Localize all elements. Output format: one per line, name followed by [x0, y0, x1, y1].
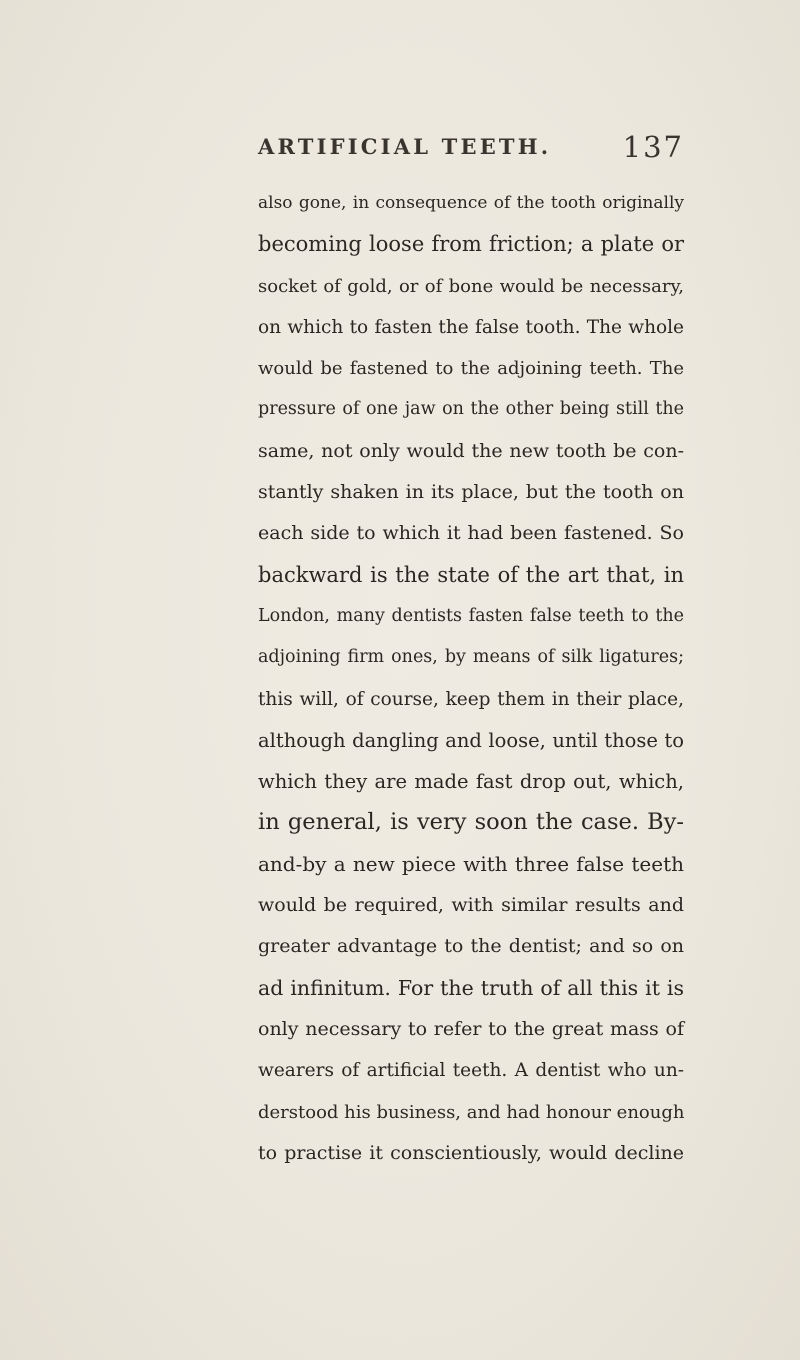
- text-line: only necessary to refer to the great mass of: [258, 1017, 684, 1040]
- text-line: on which to fasten the false tooth. The whole: [258, 316, 684, 338]
- text-line: wearers of artificial teeth. A dentist who un-: [258, 1060, 684, 1082]
- text-line: and-by a new piece with three false teeth: [258, 851, 684, 876]
- text-line: to practise it conscientiously, would decline: [258, 1141, 684, 1164]
- text-line: would be fastened to the adjoining teeth. The: [258, 358, 684, 380]
- running-title: ARTIFICIAL TEETH.: [258, 134, 552, 159]
- text-line: in general, is very soon the case. By-: [258, 809, 684, 836]
- text-line: socket of gold, or of bone would be necessary,: [258, 275, 684, 297]
- text-line: although dangling and loose, until those to: [258, 728, 684, 752]
- running-head: [258, 130, 684, 168]
- text-line: pressure of one jaw on the other being still the: [258, 399, 684, 420]
- text-line: also gone, in consequence of the tooth originally: [258, 193, 684, 213]
- body-text: [258, 183, 684, 1174]
- text-line: same, not only would the new tooth be con-: [258, 439, 684, 462]
- text-line: adjoining firm ones, by means of silk ligatures;: [258, 647, 684, 668]
- text-line: London, many dentists fasten false teeth to the: [258, 605, 684, 626]
- text-line: this will, of course, keep them in their place,: [258, 688, 684, 710]
- text-line: which they are made fast drop out, which,: [258, 770, 684, 794]
- text-line: ad infinitum. For the truth of all this it is: [258, 975, 684, 1000]
- text-line: backward is the state of the art that, in: [258, 562, 684, 587]
- text-line: each side to which it had been fastened. So: [258, 522, 684, 545]
- text-line: greater advantage to the dentist; and so on: [258, 935, 684, 958]
- text-line: becoming loose from friction; a plate or: [258, 232, 684, 257]
- page-number: 137: [622, 130, 684, 164]
- text-line: would be required, with similar results and: [258, 894, 684, 917]
- text-line: derstood his business, and had honour enough: [258, 1101, 685, 1123]
- text-line: stantly shaken in its place, but the tooth on: [258, 481, 684, 504]
